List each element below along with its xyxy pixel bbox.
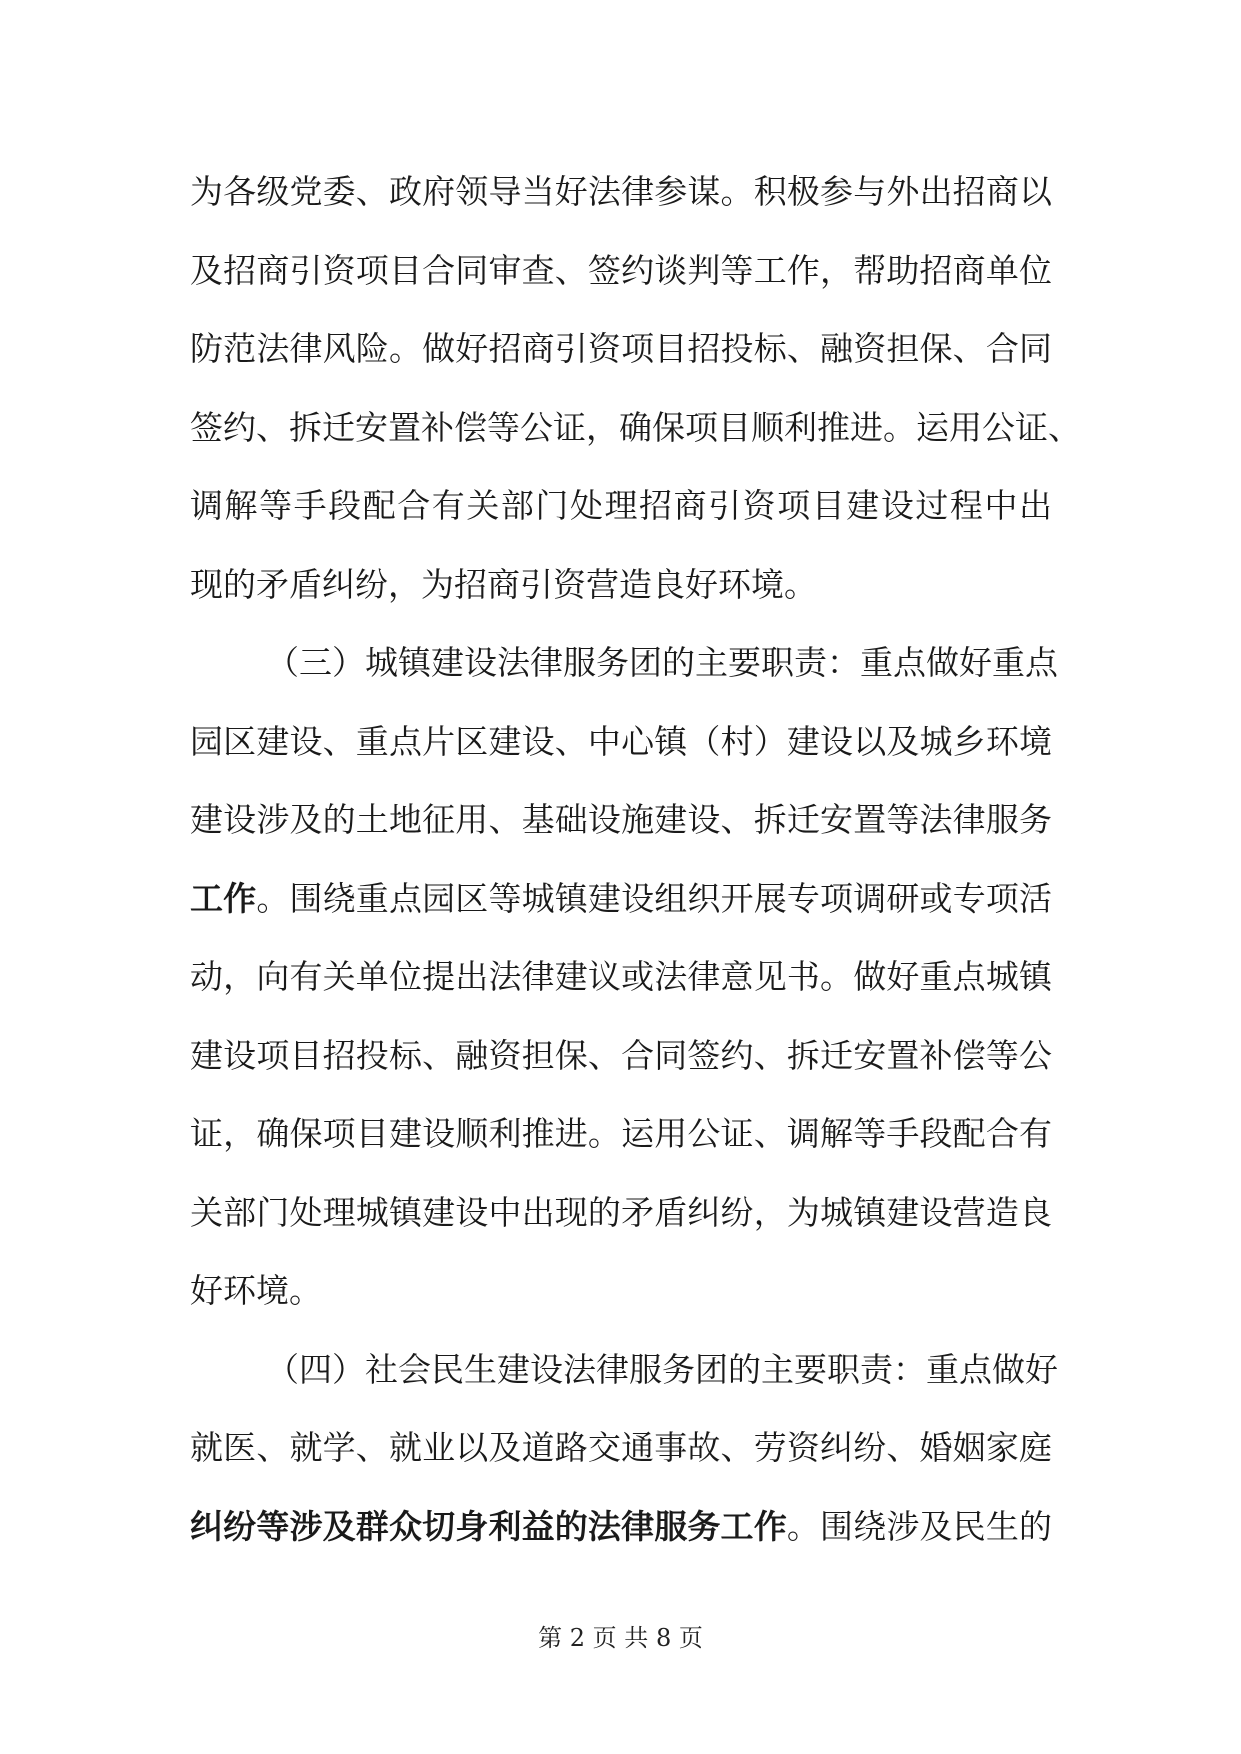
text-line: 签约、拆迁安置补偿等公证，确保项目顺利推进。运用公证、 [190, 407, 1081, 447]
bold-text: 纠纷等涉及群众切身利益的法律服务工作 [190, 1506, 787, 1546]
text-line: 建设项目招投标、融资担保、合同签约、拆迁安置补偿等公 [190, 1035, 1052, 1075]
text-line: 关部门处理城镇建设中出现的矛盾纠纷，为城镇建设营造良 [190, 1192, 1052, 1232]
section-heading-line: （四）社会民生建设法律服务团的主要职责：重点做好 [266, 1349, 1058, 1389]
text-line: 证，确保项目建设顺利推进。运用公证、调解等手段配合有 [190, 1114, 1052, 1153]
plain-text: 。围绕重点园区等城镇建设组织开展专项调研或专项活 [256, 878, 1053, 918]
section-heading-line: 就医、就学、就业以及道路交通事故、劳资纠纷、婚姻家庭 [190, 1428, 1052, 1467]
bold-text: 工作 [190, 878, 257, 918]
section-heading-line: （三）城镇建设法律服务团的主要职责：重点做好重点 [266, 643, 1058, 682]
section-heading-line: 园区建设、重点片区建设、中心镇（村）建设以及城乡环境 [190, 721, 1052, 761]
plain-text: 。围绕涉及民生的 [786, 1506, 1053, 1546]
text-line: 现的矛盾纠纷，为招商引资营造良好环境。 [190, 564, 817, 604]
text-line: 为各级党委、政府领导当好法律参谋。积极参与外出招商以 [190, 172, 1052, 211]
text-line: 动，向有关单位提出法律建议或法律意见书。做好重点城镇 [190, 957, 1052, 996]
text-line [190, 869, 1052, 948]
section-heading-line: 建设涉及的土地征用、基础设施建设、拆迁安置等法律服务 [190, 800, 1052, 839]
page-number-footer: 第 2 页 共 8 页 [538, 1624, 703, 1652]
text-line: 好环境。 [190, 1271, 322, 1310]
document-body [190, 162, 1081, 1575]
text-line: 调解等手段配合有关部门处理招商引资项目建设过程中出 [190, 486, 1052, 525]
text-line: 及招商引资项目合同审查、签约谈判等工作，帮助招商单位 [190, 250, 1052, 290]
text-line [190, 1497, 1052, 1576]
text-line: 防范法律风险。做好招商引资项目招投标、融资担保、合同 [190, 329, 1052, 368]
